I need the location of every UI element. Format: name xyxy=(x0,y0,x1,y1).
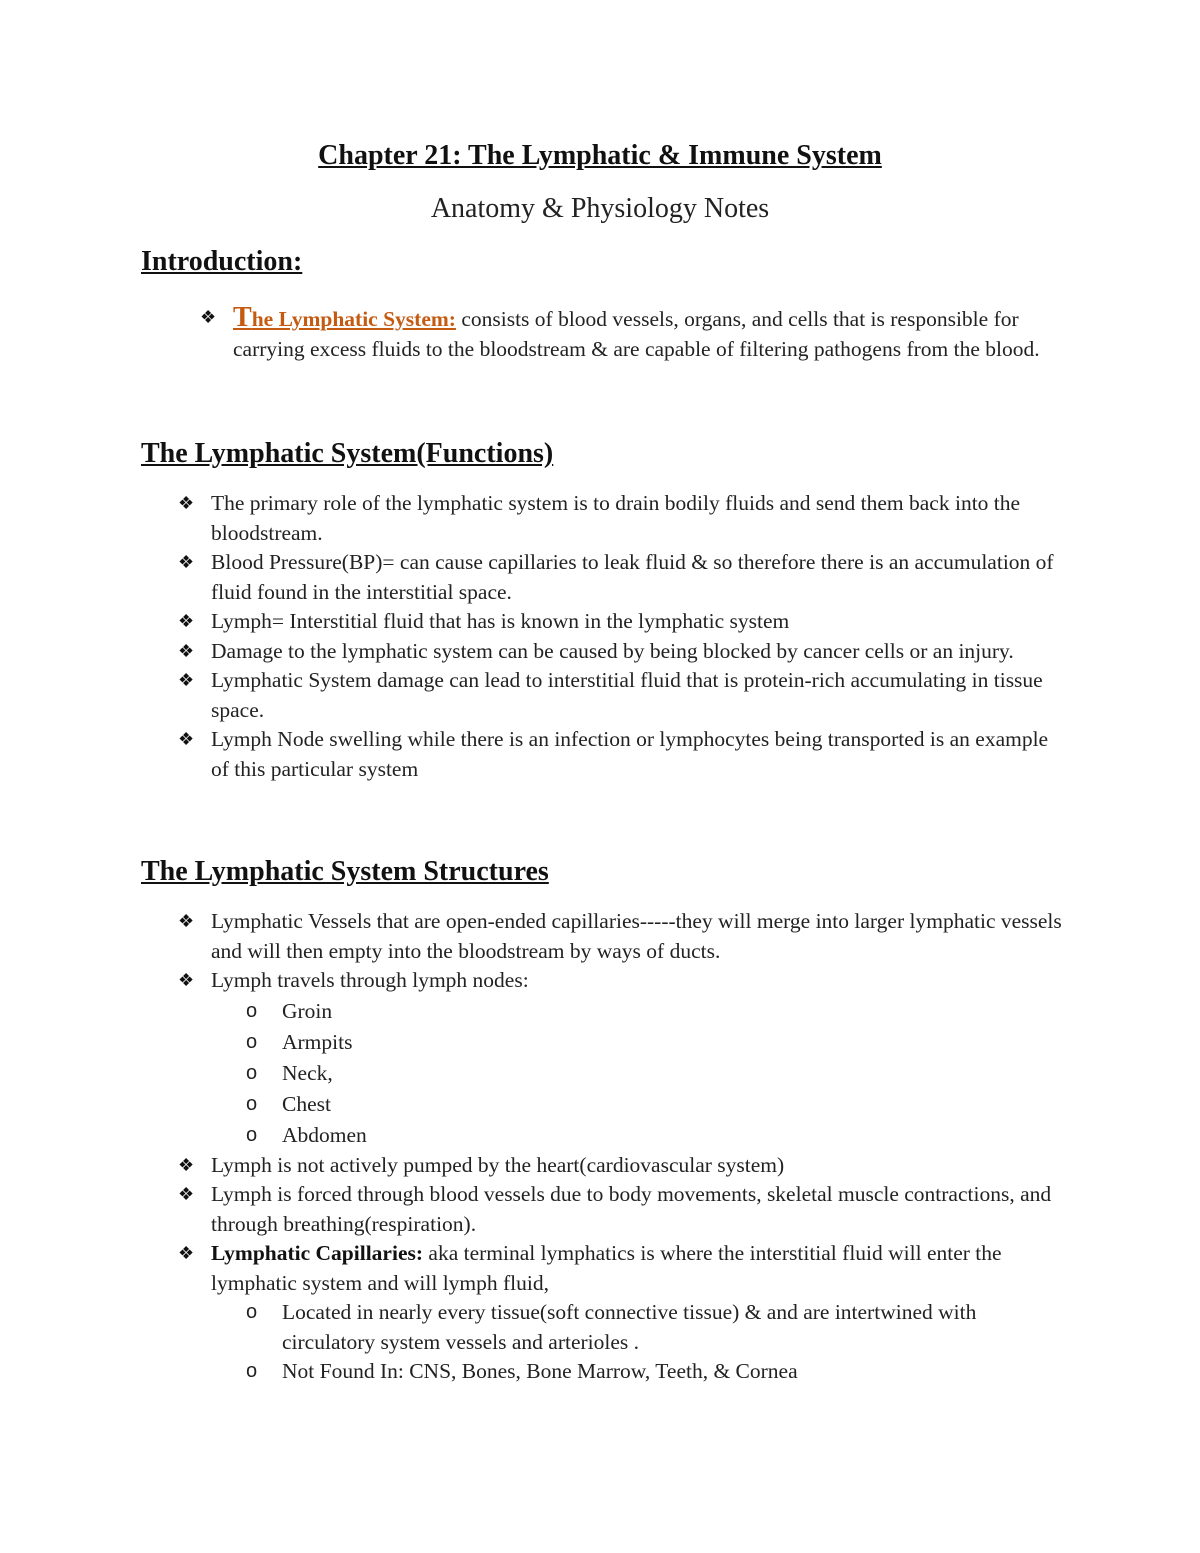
term-first-letter: T xyxy=(233,302,252,333)
list-item xyxy=(0,637,1200,667)
term-rest: he Lymphatic System: xyxy=(251,307,456,331)
sub-list-item xyxy=(0,1357,1200,1387)
intro-list xyxy=(0,303,1200,364)
item-text: Lymphatic System damage can lead to interstitial fluid that is protein-rich accumulating in tissue space. xyxy=(211,668,1043,722)
circle-bullet-icon: o xyxy=(246,1000,258,1022)
item-text: Blood Pressure(BP)= can cause capillaries to leak fluid & so therefore there is an accumulation of fluid found in the interstitial space. xyxy=(211,550,1054,604)
sub-list-item xyxy=(0,1059,1200,1089)
diamond-bullet-icon: ❖ xyxy=(178,1154,195,1175)
sub-list-item xyxy=(0,997,1200,1027)
sub-list-item xyxy=(0,1028,1200,1058)
item-text: Lymph is forced through blood vessels due to body movements, skeletal muscle contractions, and through breathing(respiration). xyxy=(211,1182,1052,1236)
sub-list-item xyxy=(0,1121,1200,1151)
node-text: Chest xyxy=(282,1092,331,1116)
list-item xyxy=(0,907,1200,966)
capillaries-term: Lymphatic Capillaries: xyxy=(211,1241,424,1265)
circle-bullet-icon: o xyxy=(246,1031,258,1053)
list-item xyxy=(0,548,1200,607)
node-text: Armpits xyxy=(282,1030,353,1054)
list-item xyxy=(0,1239,1200,1298)
diamond-bullet-icon: ❖ xyxy=(178,911,195,931)
diamond-bullet-icon: ❖ xyxy=(178,970,195,990)
sub-text: Located in nearly every tissue(soft connective tissue) & and are intertwined with circulatory system vessels and arterioles . xyxy=(282,1300,977,1354)
document-subtitle: Anatomy & Physiology Notes xyxy=(430,193,770,224)
structures-list xyxy=(0,907,1200,1387)
list-item xyxy=(0,1180,1200,1239)
intro-text: consists of blood vessels, organs, and cells that is responsible for carrying excess fluids to the bloodstream & are capable of filtering pathogens from the blood. xyxy=(233,307,1040,361)
functions-heading: The Lymphatic System(Functions) xyxy=(141,438,554,469)
structures-heading: The Lymphatic System Structures xyxy=(141,856,549,887)
circle-bullet-icon: o xyxy=(246,1360,258,1382)
item-text: Lymph is not actively pumped by the heart(cardiovascular system) xyxy=(211,1152,785,1177)
diamond-bullet-icon: ❖ xyxy=(178,1243,195,1263)
sub-list-item xyxy=(0,1090,1200,1120)
item-text: Lymph travels through lymph nodes: xyxy=(211,968,529,992)
list-item xyxy=(0,1151,1200,1181)
list-item xyxy=(0,666,1200,725)
diamond-bullet-icon: ❖ xyxy=(178,729,195,749)
circle-bullet-icon: o xyxy=(246,1093,258,1115)
list-item xyxy=(0,966,1200,996)
document-title: Chapter 21: The Lymphatic & Immune System xyxy=(318,140,882,171)
lymphatic-system-term xyxy=(233,302,456,333)
diamond-bullet-icon: ❖ xyxy=(178,552,195,572)
list-item xyxy=(0,303,1200,364)
diamond-bullet-icon: ❖ xyxy=(178,493,195,513)
circle-bullet-icon: o xyxy=(246,1062,258,1084)
item-text: Lymphatic Vessels that are open-ended capillaries-----they will merge into larger lymphatic vessels and will then empty into the bloodstream by ways of ducts. xyxy=(211,909,1062,963)
diamond-bullet-icon: ❖ xyxy=(178,1184,195,1204)
functions-list xyxy=(0,489,1200,784)
circle-bullet-icon: o xyxy=(246,1124,258,1146)
node-text: Groin xyxy=(282,999,333,1023)
diamond-bullet-icon: ❖ xyxy=(200,307,217,327)
intro-heading: Introduction: xyxy=(141,246,303,277)
list-item xyxy=(0,607,1200,637)
item-text: Lymph= Interstitial fluid that has is known in the lymphatic system xyxy=(211,609,790,633)
circle-bullet-icon: o xyxy=(246,1301,258,1323)
diamond-bullet-icon: ❖ xyxy=(178,611,195,631)
diamond-bullet-icon: ❖ xyxy=(178,670,195,690)
list-item xyxy=(0,489,1200,548)
diamond-bullet-icon: ❖ xyxy=(178,640,195,661)
node-text: Neck, xyxy=(282,1061,333,1085)
list-item xyxy=(0,725,1200,784)
item-text: Lymph Node swelling while there is an infection or lymphocytes being transported is an example of this particular system xyxy=(211,727,1049,781)
item-text: Damage to the lymphatic system can be caused by being blocked by cancer cells or an injury. xyxy=(211,638,1014,663)
node-text: Abdomen xyxy=(282,1123,367,1147)
item-text: The primary role of the lymphatic system is to drain bodily fluids and send them back into the bloodstream. xyxy=(211,491,1021,545)
sub-text: Not Found In: CNS, Bones, Bone Marrow, Teeth, & Cornea xyxy=(282,1359,798,1383)
sub-list-item xyxy=(0,1298,1200,1357)
capillaries-text: aka terminal lymphatics is where the interstitial fluid will enter the lymphatic system and will lymph fluid, xyxy=(211,1241,1002,1295)
